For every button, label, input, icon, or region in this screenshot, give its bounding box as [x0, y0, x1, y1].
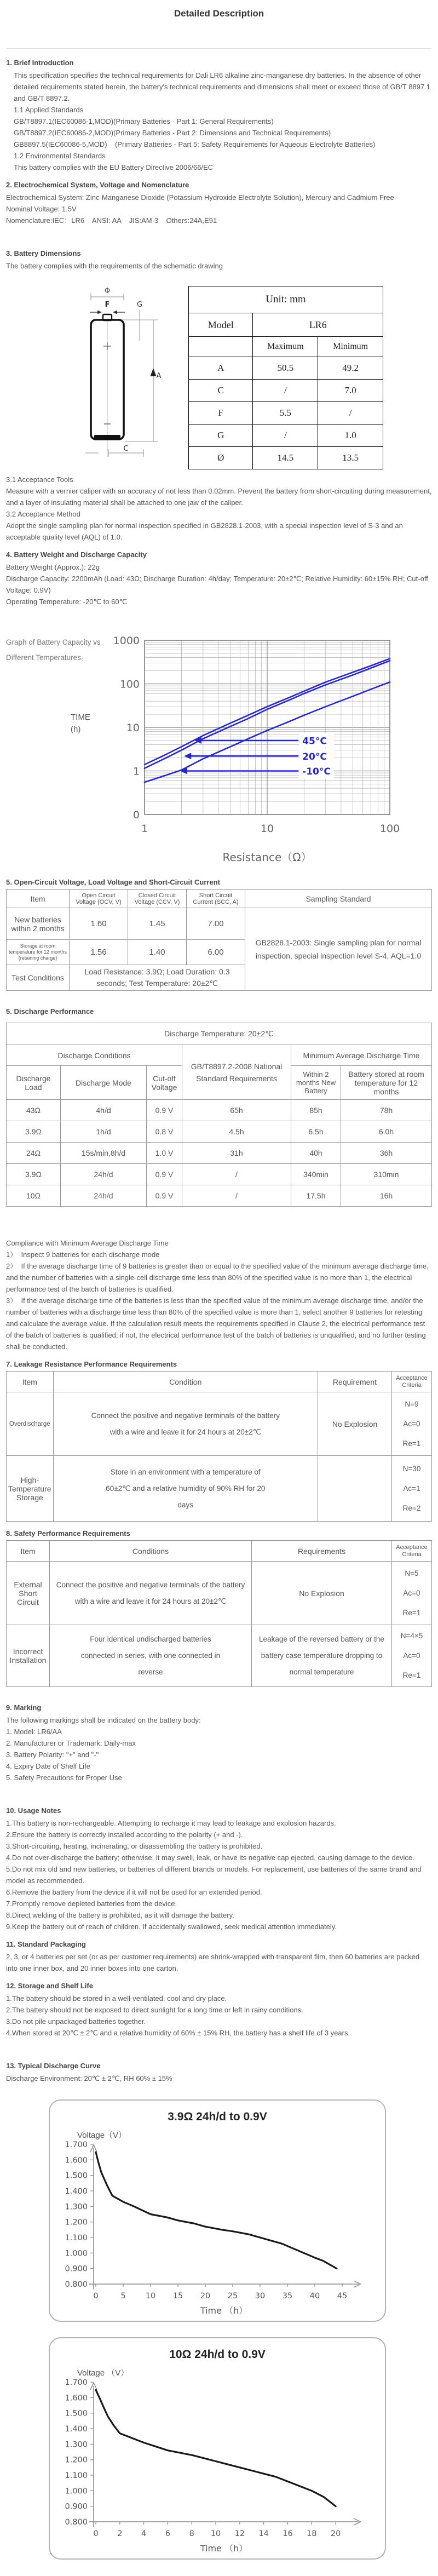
- table-cell: Discharge Conditions: [7, 1045, 182, 1066]
- chart-title: 3.9Ω 24h/d to 0.9V: [168, 2110, 267, 2123]
- text-line: Nominal Voltage: 1.5V: [6, 205, 77, 213]
- text-line: Operating Temperature: -20℃ to 60℃: [6, 598, 128, 606]
- table-cell: Cut-off Voltage: [147, 1066, 182, 1100]
- svg-text:20°C: 20°C: [302, 751, 327, 762]
- table-cell: External Short Circuit: [7, 1562, 50, 1625]
- svg-text:0.900: 0.900: [65, 2502, 88, 2511]
- text-line: 3） If the average discharge time of the batteries is less than the specified value of the minimum average discharge time, and/or the number of batteries with a discharge time less than 80% of the specified value is more than 1, select another 9 batteries for retesting and calculate the average value. If the calculation result meets the requirements specified in Clause 2, the electrical performance test of the batch of batteries is qualified; if not, the electrical performance test of the batch of batteries is unqualified, and no further testing shall be conducted.: [6, 1296, 428, 1351]
- table-cell: 310min: [341, 1164, 432, 1185]
- svg-text:1: 1: [141, 823, 148, 835]
- text-line: 4.Do not over-discharge the battery; otherwise, it may swell, leak, or have its negative cap ejected, causing damage to the device.: [6, 1854, 414, 1862]
- table-cell: High-Temperature Storage: [7, 1456, 54, 1522]
- svg-text:10: 10: [260, 823, 274, 835]
- text-line: 3.Short-circuiting, heating, incinerating, or disassembling the battery is prohibited.: [6, 1842, 263, 1850]
- text-line: 2） If the average discharge time of 9 batteries is greater than or equal to the specified value of the minimum average discharge time, and the number of batteries with a single-cell discharge time less than 80% of the specified value is no more than 1, the electrical performance test of the batch of batteries is qualified.: [6, 1262, 431, 1293]
- text-line: 3.1 Acceptance Tools: [6, 475, 73, 484]
- table-cell: Discharge Load: [7, 1066, 61, 1100]
- table-cell: Short Circuit Current (SCC, A): [187, 890, 245, 908]
- capacity-caption: [6, 634, 113, 870]
- dim-label-phi: Φ: [104, 287, 111, 295]
- table-cell: 4.5h: [182, 1121, 291, 1143]
- table-cell: Conditions: [50, 1541, 252, 1562]
- y-axis-label: TIME (h): [71, 713, 90, 734]
- table-cell: Connect the positive and negative terminals of the battery with a wire and leave it for 24 hours at 20±2℃: [53, 1392, 318, 1456]
- table-cell: 1.45: [128, 908, 187, 940]
- text-line: 1.2 Environmental Standards: [14, 152, 106, 160]
- svg-text:1.100: 1.100: [65, 2234, 88, 2242]
- text-line: Discharge Capacity: 2200mAh (Load: 43Ω; Discharge Duration: 4h/day; Temperature: 20±2℃; Relative Humidity: 60±15% RH; Cut-off Voltage: 0.9V): [6, 575, 430, 594]
- svg-text:Time （h）: Time （h）: [200, 2305, 248, 2316]
- table-cell: 0.9 V: [147, 1100, 182, 1121]
- text-line: GB/T8897.1(IEC60086-1,MOD)(Primary Batteries - Part 1: General Requirements): [14, 117, 274, 125]
- ocv-table: [6, 889, 432, 991]
- divider: [7, 48, 431, 49]
- leakage-table: [6, 1371, 432, 1522]
- svg-text:1.100: 1.100: [65, 2471, 88, 2480]
- table-cell: /: [253, 380, 318, 402]
- text-line: Battery Weight (Approx.): 22g: [6, 563, 100, 571]
- svg-text:0: 0: [132, 809, 140, 821]
- chart-title: 10Ω 24h/d to 0.9V: [169, 2348, 266, 2361]
- table-cell: LR6: [253, 313, 383, 337]
- table-cell: 15s/min,8h/d: [61, 1143, 147, 1164]
- discharge-curve-box-1: [49, 2099, 386, 2322]
- table-cell: N=30 Ac=1 Re=2: [392, 1456, 432, 1522]
- text-line: 2. Manufacturer or Trademark: Daily-max: [6, 1739, 136, 1747]
- svg-text:0.800: 0.800: [65, 2518, 88, 2527]
- text-line: 3. Battery Polarity: "+" and "-": [6, 1751, 99, 1759]
- table-cell: 7.00: [187, 908, 245, 940]
- table-cell: Maximum: [253, 337, 318, 357]
- table-cell: 4h/d: [61, 1100, 147, 1121]
- table-cell: 17.5h: [291, 1185, 341, 1207]
- table-cell: 340min: [291, 1164, 341, 1185]
- svg-text:1.700: 1.700: [65, 2378, 88, 2387]
- table-cell: N=4×5 Ac=0 Re=1: [392, 1625, 432, 1687]
- table-cell: 6.5h: [291, 1121, 341, 1143]
- section-heading-7: 7. Leakage Resistance Performance Requirements: [6, 1360, 177, 1368]
- text-line: 7.Promptly remove depleted batteries from the device.: [6, 1900, 177, 1908]
- svg-text:0.800: 0.800: [65, 2280, 88, 2289]
- text-line: 5.Do not mix old and new batteries, or batteries of different brands or models. For replacement, use batteries of the same brand and model as recommended.: [6, 1865, 424, 1885]
- table-cell: 3.9Ω: [7, 1164, 61, 1185]
- table-cell: 1.60: [70, 908, 128, 940]
- svg-text:0: 0: [93, 2292, 99, 2300]
- discharge-performance-table: [6, 1023, 432, 1207]
- svg-text:1.400: 1.400: [65, 2425, 88, 2434]
- dim-label-f: F: [105, 301, 110, 309]
- svg-text:1: 1: [132, 765, 140, 778]
- table-cell: Leakage of the reversed battery or the battery case temperature dropping to normal temperature: [252, 1625, 392, 1687]
- svg-text:40: 40: [309, 2292, 320, 2300]
- text-line: The battery complies with the requirements of the schematic drawing: [6, 262, 223, 270]
- table-cell: Condition: [53, 1372, 318, 1392]
- y-axis-label: Voltage （V）: [77, 2368, 129, 2378]
- table-cell: Item: [7, 890, 70, 908]
- svg-text:10: 10: [210, 2529, 221, 2538]
- text-line: 1） Inspect 9 batteries for each discharge mode: [6, 1250, 160, 1259]
- text-line: Adopt the single sampling plan for normal inspection specified in GB2828.1-2003, with a special inspection level of S-3 and an acceptable quality level (AQL) of 1.0.: [6, 521, 405, 541]
- svg-text:14: 14: [258, 2529, 269, 2538]
- svg-text:6: 6: [165, 2529, 171, 2538]
- table-cell: 24h/d: [61, 1185, 147, 1207]
- svg-text:16: 16: [283, 2529, 293, 2538]
- svg-text:1.200: 1.200: [65, 2218, 88, 2227]
- table-cell: /: [182, 1164, 291, 1185]
- section-heading-5b: 5. Discharge Performance: [6, 1007, 94, 1016]
- text-line: 3.Do not pile unpackaged batteries together.: [6, 2017, 146, 2026]
- table-cell: Unit: mm: [189, 286, 383, 313]
- table-cell: /: [182, 1185, 291, 1207]
- text-line: 8.Direct welding of the battery is prohibited, as it will damage the battery.: [6, 1911, 234, 1919]
- table-cell: No Explosion: [318, 1392, 392, 1456]
- table-cell: 65h: [182, 1100, 291, 1121]
- section-heading-9: 9. Marking: [6, 1703, 42, 1712]
- table-cell: Within 2 months New Battery: [291, 1066, 341, 1100]
- text-line: 5. Safety Precautions for Proper Use: [6, 1774, 122, 1782]
- text-line: Nomenclature:IEC：LR6 ANSI: AA JIS:AM-3 Others:24A,E91: [6, 216, 217, 225]
- table-cell: A: [189, 357, 253, 380]
- table-cell: 40h: [291, 1143, 341, 1164]
- table-cell: N=9 Ac=0 Re=1: [392, 1392, 432, 1456]
- table-cell: Acceptance Criteria: [392, 1541, 432, 1562]
- table-cell: 24h/d: [61, 1164, 147, 1185]
- text-line: 1.This battery is non-rechargeable. Attempting to recharge it may lead to leakage and explosion hazards.: [6, 1819, 336, 1827]
- table-cell: Acceptance Criteria: [392, 1372, 432, 1392]
- svg-text:20: 20: [200, 2292, 211, 2300]
- table-cell: 1h/d: [61, 1121, 147, 1143]
- table-cell: 31h: [182, 1143, 291, 1164]
- text-line: GB/T8897.2(IEC60086-2,MOD)(Primary Batteries - Part 2: Dimensions and Technical Requirements): [14, 129, 331, 137]
- table-cell: 43Ω: [7, 1100, 61, 1121]
- table-cell: Minimum Average Discharge Time: [291, 1045, 432, 1066]
- svg-text:45°C: 45°C: [302, 736, 327, 747]
- table-cell: 1.0: [318, 424, 383, 447]
- table-cell: C: [189, 380, 253, 402]
- y-axis-label: Voltage（V）: [77, 2131, 127, 2140]
- svg-text:15: 15: [172, 2292, 183, 2300]
- text-line: This specification specifies the technical requirements for Dali LR6 alkaline zinc-manganese dry batteries. In the absence of other detailed requirements stated herein, the battery's technical requirements and dimensions shall meet or exceed those of GB/T 8897.1 and GB/T 8897.2.: [14, 71, 433, 102]
- table-cell: Storage at room temperature for 12 months (retaining charge): [7, 940, 70, 965]
- table-cell: Ø: [189, 447, 253, 469]
- text-line: 3.2 Acceptance Method: [6, 510, 80, 518]
- text-line: Compliance with Minimum Average Discharge Time: [6, 1239, 169, 1247]
- table-cell: Test Conditions: [7, 965, 70, 991]
- text-line: 9.Keep the battery out of reach of children. If accidentally swallowed, seek medical attention immediately.: [6, 1923, 337, 1931]
- section-heading-3: 3. Battery Dimensions: [6, 249, 81, 257]
- table-cell: Requirement: [318, 1372, 392, 1392]
- section-heading-12: 12. Storage and Shelf Life: [6, 1982, 93, 1990]
- section-heading-4: 4. Battery Weight and Discharge Capacity: [6, 550, 147, 559]
- table-cell: Load Resistance: 3.9Ω; Load Duration: 0.3 seconds; Test Temperature: 20±2℃: [70, 965, 245, 991]
- dim-label-a: A: [156, 372, 162, 380]
- svg-text:4: 4: [141, 2529, 147, 2538]
- section-heading-2: 2. Electrochemical System, Voltage and Nomenclature: [6, 181, 189, 189]
- table-cell: N=5 Ac=0 Re=1: [392, 1562, 432, 1625]
- table-cell: Connect the positive and negative terminals of the battery with a wire and leave it for 24 hours at 20±2℃: [50, 1562, 252, 1625]
- discharge-chart-2: [50, 2378, 373, 2555]
- svg-text:1.700: 1.700: [65, 2141, 88, 2149]
- svg-text:10: 10: [145, 2292, 156, 2300]
- svg-text:0: 0: [93, 2529, 99, 2538]
- svg-text:20: 20: [330, 2529, 341, 2538]
- table-cell: Model: [189, 313, 253, 337]
- text-line: Electrochemical System: Zinc-Manganese Dioxide (Potassium Hydroxide Electrolyte Solution), Mercury and Cadmium Free: [6, 193, 394, 202]
- dim-label-c: C: [123, 445, 129, 453]
- table-cell: 6.0h: [341, 1121, 432, 1143]
- table-cell: 0.8 V: [147, 1121, 182, 1143]
- table-cell: 1.0 V: [147, 1143, 182, 1164]
- svg-text:1.400: 1.400: [65, 2187, 88, 2196]
- capacity-chart: [113, 634, 425, 870]
- svg-text:1000: 1000: [113, 635, 140, 647]
- text-line: This battery complies with the EU Battery Directive 2006/66/EC: [14, 163, 214, 171]
- table-cell: Discharge Mode: [61, 1066, 147, 1100]
- svg-text:1.600: 1.600: [65, 2156, 88, 2165]
- svg-text:1.600: 1.600: [65, 2394, 88, 2403]
- text-line: The following markings shall be indicated on the battery body:: [6, 1716, 201, 1724]
- page-title: Detailed Description: [174, 8, 264, 19]
- table-cell: Discharge Temperature: 20±2℃: [7, 1023, 432, 1045]
- svg-text:Resistance（Ω）: Resistance（Ω）: [222, 851, 312, 864]
- svg-text:1.300: 1.300: [65, 2440, 88, 2449]
- dimension-figure-row: [85, 286, 432, 469]
- text-line: 2.Ensure the battery is correctly installed according to the polarity (+ and -).: [6, 1831, 243, 1839]
- text-line: Different Temperatures。: [6, 653, 89, 662]
- svg-text:5: 5: [120, 2292, 126, 2300]
- text-line: 1. Model: LR6/AA: [6, 1728, 62, 1736]
- text-line: Discharge Environment: 20℃ ± 2℃, RH 60% ± 15%: [6, 2074, 172, 2082]
- text-line: 6.Remove the battery from the device if it will not be used for an extended period.: [6, 1888, 262, 1896]
- svg-text:30: 30: [255, 2292, 266, 2300]
- svg-text:1.500: 1.500: [65, 2171, 88, 2181]
- table-cell: /: [253, 424, 318, 447]
- table-cell: 16h: [341, 1185, 432, 1207]
- svg-text:100: 100: [119, 678, 140, 691]
- text-line: 4.When stored at 20℃ ± 2℃ and a relative humidity of 60% ± 15% RH, the battery has a shelf life of 3 years.: [6, 2029, 350, 2037]
- table-cell: 1.56: [70, 940, 128, 965]
- table-cell: [189, 337, 253, 357]
- table-cell: 10Ω: [7, 1185, 61, 1207]
- table-cell: Incorrect Installation: [7, 1625, 50, 1687]
- table-cell: Item: [7, 1372, 54, 1392]
- table-cell: New batteries within 2 months: [7, 908, 70, 940]
- svg-text:35: 35: [282, 2292, 293, 2300]
- text-line: 2, 3, or 4 batteries per set (or as per customer requirements) are shrink-wrapped with transparent film, then 60 batteries are packed into one inner box, and 20 inner boxes into one carton.: [6, 1953, 422, 1972]
- table-cell: 0.9 V: [147, 1185, 182, 1207]
- table-cell: Open Circuit Voltage (OCV, V): [70, 890, 128, 908]
- dimension-table: [188, 286, 383, 469]
- table-cell: Sampling Standard: [245, 890, 432, 908]
- table-cell: Battery stored at room temperature for 12 months: [341, 1066, 432, 1100]
- svg-text:1.200: 1.200: [65, 2455, 88, 2465]
- table-cell: GB2828.1-2003: Single sampling plan for normal inspection, special inspection level S-4, AQL=1.0: [245, 908, 432, 991]
- svg-text:25: 25: [227, 2292, 238, 2300]
- discharge-curve-box-2: [49, 2337, 386, 2560]
- table-cell: 6.00: [187, 940, 245, 965]
- table-cell: /: [318, 402, 383, 424]
- table-cell: 7.0: [318, 380, 383, 402]
- svg-text:1.500: 1.500: [65, 2409, 88, 2418]
- table-cell: 49.2: [318, 357, 383, 380]
- text-line: 2.The battery should not be exposed to direct sunlight for a long time or left in rainy conditions.: [6, 2006, 303, 2014]
- svg-text:-10°C: -10°C: [302, 766, 331, 777]
- section-heading-8: 8. Safety Performance Requirements: [6, 1529, 130, 1537]
- table-cell: Overdischarge: [7, 1392, 54, 1456]
- text-line: 4. Expiry Date of Shelf Life: [6, 1762, 90, 1770]
- battery-schematic: [85, 286, 178, 468]
- table-cell: Four identical undischarged batteries connected in series, with one connected in reverse: [50, 1625, 252, 1687]
- capacity-graph-row: [6, 634, 432, 870]
- svg-text:1.300: 1.300: [65, 2202, 88, 2212]
- table-cell: 24Ω: [7, 1143, 61, 1164]
- text-line: 1.1 Applied Standards: [14, 106, 84, 114]
- text-line: Graph of Battery Capacity vs: [6, 638, 101, 646]
- text-line: 1.The battery should be stored in a well-ventilated, cool and dry place.: [6, 1994, 227, 2003]
- discharge-chart-1: [50, 2141, 373, 2317]
- section-heading-1: 1. Brief Introduction: [6, 59, 74, 67]
- table-cell: F: [189, 402, 253, 424]
- table-cell: 1.40: [128, 940, 187, 965]
- table-cell: 36h: [341, 1143, 432, 1164]
- table-cell: Store in an environment with a temperature of 60±2℃ and a relative humidity of 90% RH for 20 days: [53, 1456, 318, 1522]
- table-cell: 78h: [341, 1100, 432, 1121]
- table-cell: Requirements: [252, 1541, 392, 1562]
- table-cell: GB/T8897.2-2008 National Standard Requirements: [182, 1045, 291, 1100]
- table-cell: 14.5: [253, 447, 318, 469]
- svg-text:100: 100: [379, 823, 400, 835]
- table-cell: Item: [7, 1541, 50, 1562]
- svg-text:10: 10: [126, 722, 140, 734]
- svg-text:45: 45: [337, 2292, 348, 2300]
- svg-text:12: 12: [234, 2529, 245, 2538]
- table-cell: 5.5: [253, 402, 318, 424]
- svg-text:2: 2: [117, 2529, 123, 2538]
- dim-label-g: G: [136, 301, 143, 309]
- table-cell: 0.9 V: [147, 1164, 182, 1185]
- svg-text:1.000: 1.000: [65, 2487, 88, 2496]
- svg-text:8: 8: [189, 2529, 194, 2538]
- table-cell: Minimum: [318, 337, 383, 357]
- table-cell: No Explosion: [252, 1562, 392, 1625]
- text-line: GB8897.5(IEC60086-5,MOD) (Primary Batteries - Part 5: Safety Requirements for Aqueous Electrolyte Batteries): [14, 140, 376, 148]
- svg-text:0.900: 0.900: [65, 2264, 88, 2274]
- table-cell: 85h: [291, 1100, 341, 1121]
- svg-text:Time （h）: Time （h）: [200, 2543, 248, 2554]
- table-cell: 50.5: [253, 357, 318, 380]
- table-cell: [318, 1456, 392, 1522]
- section-heading-11: 11. Standard Packaging: [6, 1940, 86, 1948]
- table-cell: 3.9Ω: [7, 1121, 61, 1143]
- svg-text:18: 18: [307, 2529, 317, 2538]
- section-heading-13: 13. Typical Discharge Curve: [6, 2062, 101, 2070]
- section-heading-10: 10. Usage Notes: [6, 1806, 61, 1815]
- section-heading-5a: 5. Open-Circuit Voltage, Load Voltage and Short-Circuit Current: [6, 878, 220, 886]
- svg-text:1.000: 1.000: [65, 2249, 88, 2258]
- table-cell: 13.5: [318, 447, 383, 469]
- safety-table: [6, 1540, 432, 1687]
- table-cell: G: [189, 424, 253, 447]
- table-cell: Closed Circuit Voltage (CCV, V): [128, 890, 187, 908]
- text-line: Measure with a vernier caliper with an accuracy of not less than 0.02mm. Prevent the battery from short-circuiting during measurement, and a layer of insulating material shall be attached to one jaw of the caliper.: [6, 487, 434, 507]
